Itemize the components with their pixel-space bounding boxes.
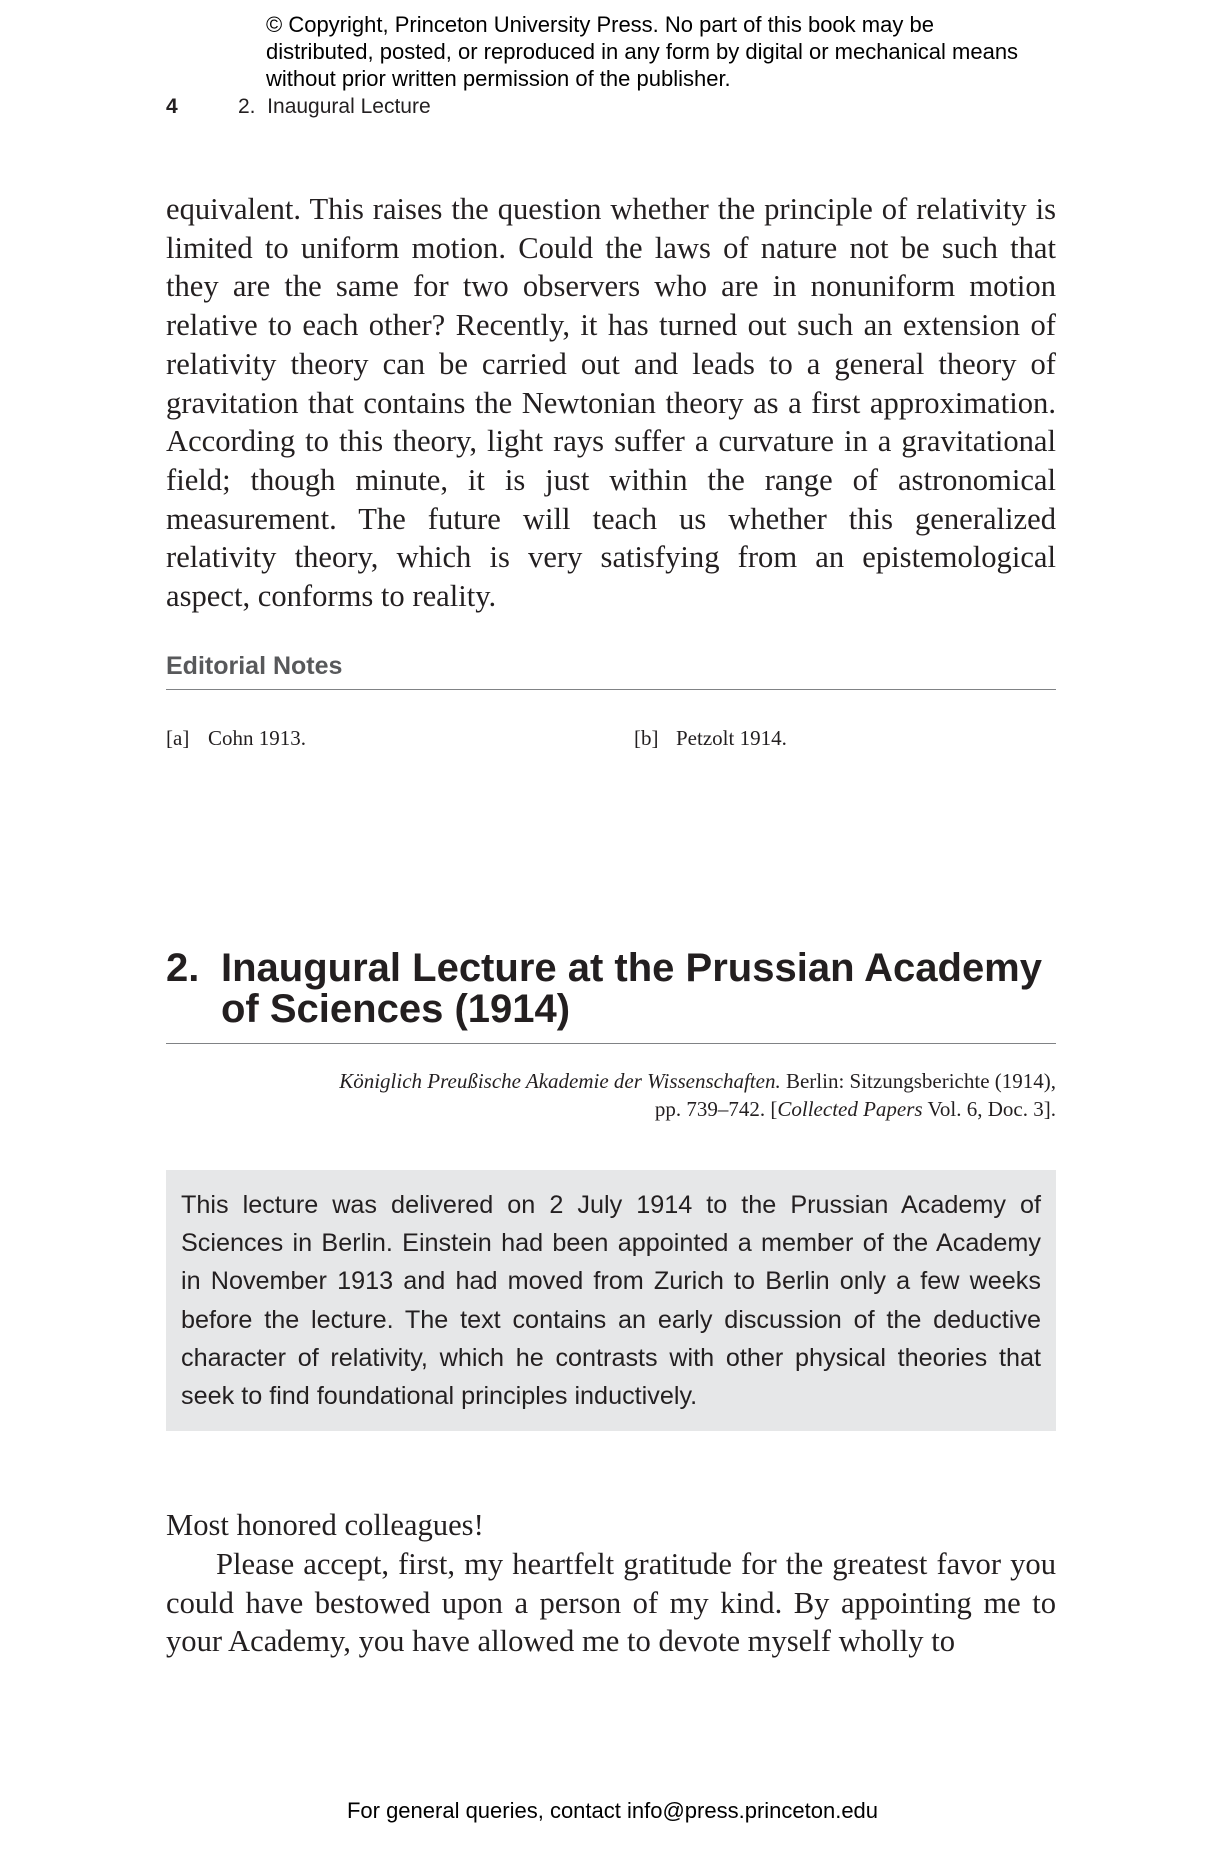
note-marker: [a] <box>166 726 190 750</box>
note-text: Petzolt 1914. <box>676 726 787 750</box>
source-details: Berlin: Sitzungsberichte (1914), <box>780 1069 1056 1093</box>
chapter-number: 2. <box>166 946 200 990</box>
chapter-intro-box: This lecture was delivered on 2 July 1914 to the Prussian Academy of Sciences in Berlin. Einstein had been appointed a member of the Academy in November 1913 and had moved from Zurich to Berlin only a few weeks before the lecture. The text contains an early discussion of the deductive character of relativity, which he contrasts with other physical theories that seek to find foundational principles inductively. <box>166 1170 1056 1431</box>
page-number: 4 <box>166 95 178 118</box>
opening-paragraph: Please accept, first, my heartfelt gratitude for the greatest favor you could have bestowed upon a person of my kind. By appointing me to your Academy, you have allowed me to devote myself wholly to <box>166 1547 1056 1658</box>
continued-paragraph: equivalent. This raises the question whether the principle of relativity is limited to uniform motion. Could the laws of nature not be such that they are the same for two observers who are in nonuniform motion relative to each other? Recently, it has turned out such an extension of relativity theory can be carried out and leads to a general theory of gravitation that contains the Newtonian theory as a first approximation. According to this theory, light rays suffer a curvature in a gravitational field; though minute, it is just within the range of astronomical measurement. The future will teach us whether this generalized relativity theory, which is very satisfying from an epistemological aspect, conforms to reality. <box>166 192 1056 614</box>
source-collection-ref: Vol. 6, Doc. 3]. <box>922 1097 1056 1121</box>
note-marker: [b] <box>634 726 659 750</box>
source-collection: Collected Papers <box>777 1097 923 1121</box>
salutation: Most honored colleagues! <box>166 1508 484 1542</box>
source-journal: Königlich Preußische Akademie der Wissenschaften. <box>339 1069 781 1093</box>
editorial-note-b <box>634 725 787 751</box>
running-head-section: 2. Inaugural Lecture <box>238 95 431 118</box>
editorial-notes-heading: Editorial Notes <box>166 652 1056 690</box>
source-pages: pp. 739–742. [ <box>654 1097 778 1121</box>
editorial-notes-list <box>166 725 1056 755</box>
footer-contact: For general queries, contact info@press.princeton.edu <box>346 1798 879 1823</box>
copyright-notice: © Copyright, Princeton University Press. No part of this book may be distributed, posted, or reproduced in any form by digital or mechanical means without prior written permission of the publisher. <box>266 12 1019 91</box>
source-citation <box>166 1067 1056 1123</box>
note-text: Cohn 1913. <box>208 726 307 750</box>
editorial-note-a <box>166 725 306 751</box>
running-head <box>166 94 431 120</box>
chapter-title <box>166 948 1056 1044</box>
chapter-title-text: Inaugural Lecture at the Prussian Academy of Sciences (1914) <box>221 946 1042 1031</box>
